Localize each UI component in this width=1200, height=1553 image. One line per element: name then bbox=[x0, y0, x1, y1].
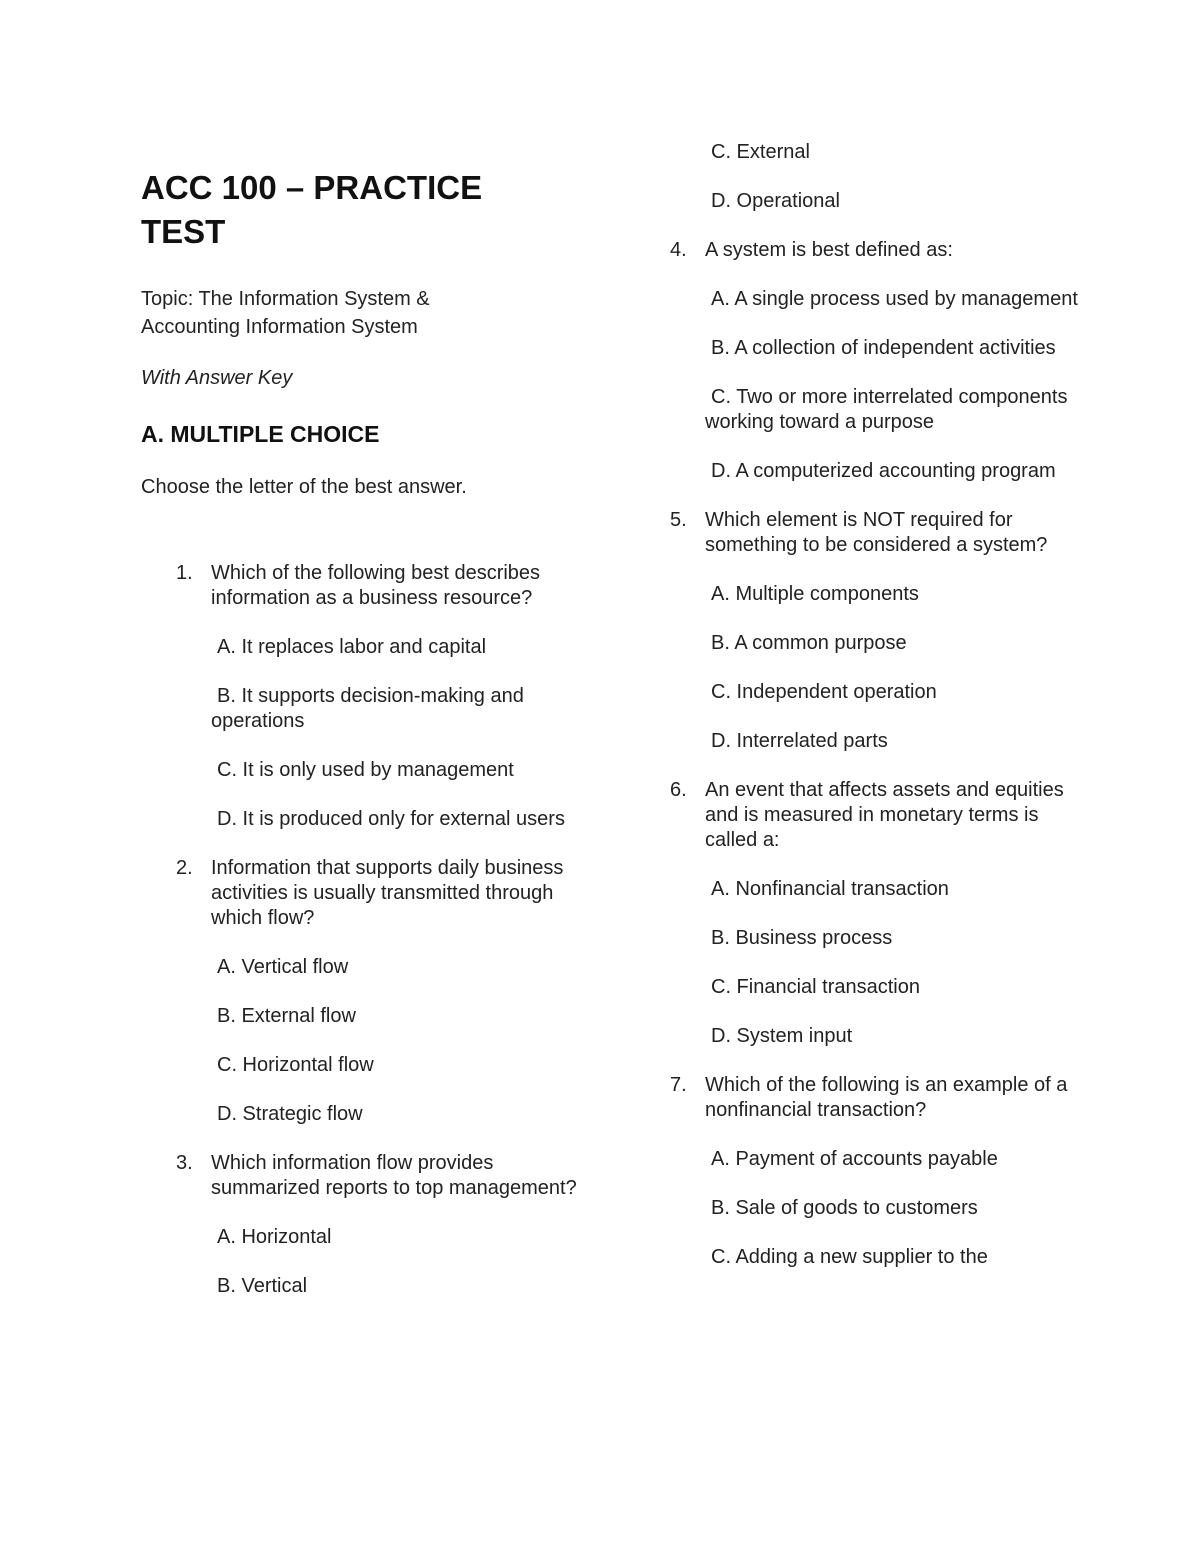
option-c: C. External bbox=[711, 141, 810, 163]
left-column bbox=[141, 160, 581, 1299]
document-title bbox=[141, 166, 581, 254]
instructions: Choose the letter of the best answer. bbox=[141, 476, 467, 498]
question-number: 5. bbox=[670, 509, 687, 531]
question-5 bbox=[668, 508, 1088, 754]
option-a: A. Payment of accounts payable bbox=[711, 1148, 998, 1170]
question-text: A system is best defined as: bbox=[705, 239, 953, 261]
answer-key-note: With Answer Key bbox=[141, 367, 293, 389]
right-column bbox=[668, 140, 1088, 1270]
option-a: A. Nonfinancial transaction bbox=[711, 878, 949, 900]
question-number: 4. bbox=[670, 239, 687, 261]
question-4 bbox=[668, 238, 1088, 484]
option-d: D. Strategic flow bbox=[217, 1103, 363, 1125]
option-b: B. Vertical bbox=[217, 1275, 308, 1297]
question-6 bbox=[668, 778, 1088, 1049]
option-d: D. It is produced only for external users bbox=[217, 808, 565, 830]
question-text: Which information flow provides summarized reports to top management? bbox=[211, 1152, 577, 1199]
option-b: B. It supports decision-making and operations bbox=[211, 685, 524, 732]
option-a: A. Horizontal bbox=[217, 1226, 332, 1248]
question-3 bbox=[141, 1151, 581, 1299]
option-c: C. Independent operation bbox=[711, 681, 937, 703]
option-c: C. Financial transaction bbox=[711, 976, 920, 998]
question-number: 1. bbox=[176, 562, 193, 584]
option-b: B. Business process bbox=[711, 927, 893, 949]
topic-line: Topic: The Information System & Accounting Information System bbox=[141, 288, 430, 338]
option-d: D. A computerized accounting program bbox=[711, 460, 1056, 482]
option-b: B. A common purpose bbox=[711, 632, 907, 654]
question-number: 7. bbox=[670, 1074, 687, 1096]
option-b: B. Sale of goods to customers bbox=[711, 1197, 978, 1219]
title-line-2: TEST bbox=[141, 213, 226, 250]
option-d: D. Operational bbox=[711, 190, 840, 212]
question-number: 2. bbox=[176, 857, 193, 879]
question-text: Which element is NOT required for something to be considered a system? bbox=[705, 509, 1048, 556]
question-7 bbox=[668, 1073, 1088, 1270]
question-text: Which of the following is an example of a nonfinancial transaction? bbox=[705, 1074, 1068, 1121]
option-a: A. It replaces labor and capital bbox=[217, 636, 487, 658]
question-number: 6. bbox=[670, 779, 687, 801]
option-c: C. Two or more interrelated components working toward a purpose bbox=[705, 386, 1068, 433]
section-heading: A. MULTIPLE CHOICE bbox=[141, 421, 380, 447]
option-d: D. System input bbox=[711, 1025, 853, 1047]
option-a: A. Multiple components bbox=[711, 583, 919, 605]
option-c: C. Horizontal flow bbox=[217, 1054, 374, 1076]
option-c: C. Adding a new supplier to the bbox=[711, 1246, 988, 1268]
option-c: C. It is only used by management bbox=[217, 759, 514, 781]
question-text: Information that supports daily business activities is usually transmitted through which flow? bbox=[211, 857, 564, 929]
option-a: A. Vertical flow bbox=[217, 956, 349, 978]
title-line-1: ACC 100 – PRACTICE bbox=[141, 169, 483, 206]
question-text: An event that affects assets and equities and is measured in monetary terms is called a: bbox=[705, 779, 1064, 851]
option-b: B. External flow bbox=[217, 1005, 356, 1027]
question-number: 3. bbox=[176, 1152, 193, 1174]
question-3-continued bbox=[668, 140, 1088, 214]
option-d: D. Interrelated parts bbox=[711, 730, 888, 752]
question-2 bbox=[141, 856, 581, 1127]
option-a: A. A single process used by management bbox=[711, 288, 1078, 310]
option-b: B. A collection of independent activities bbox=[711, 337, 1056, 359]
question-text: Which of the following best describes information as a business resource? bbox=[211, 562, 541, 609]
question-1 bbox=[141, 561, 581, 832]
